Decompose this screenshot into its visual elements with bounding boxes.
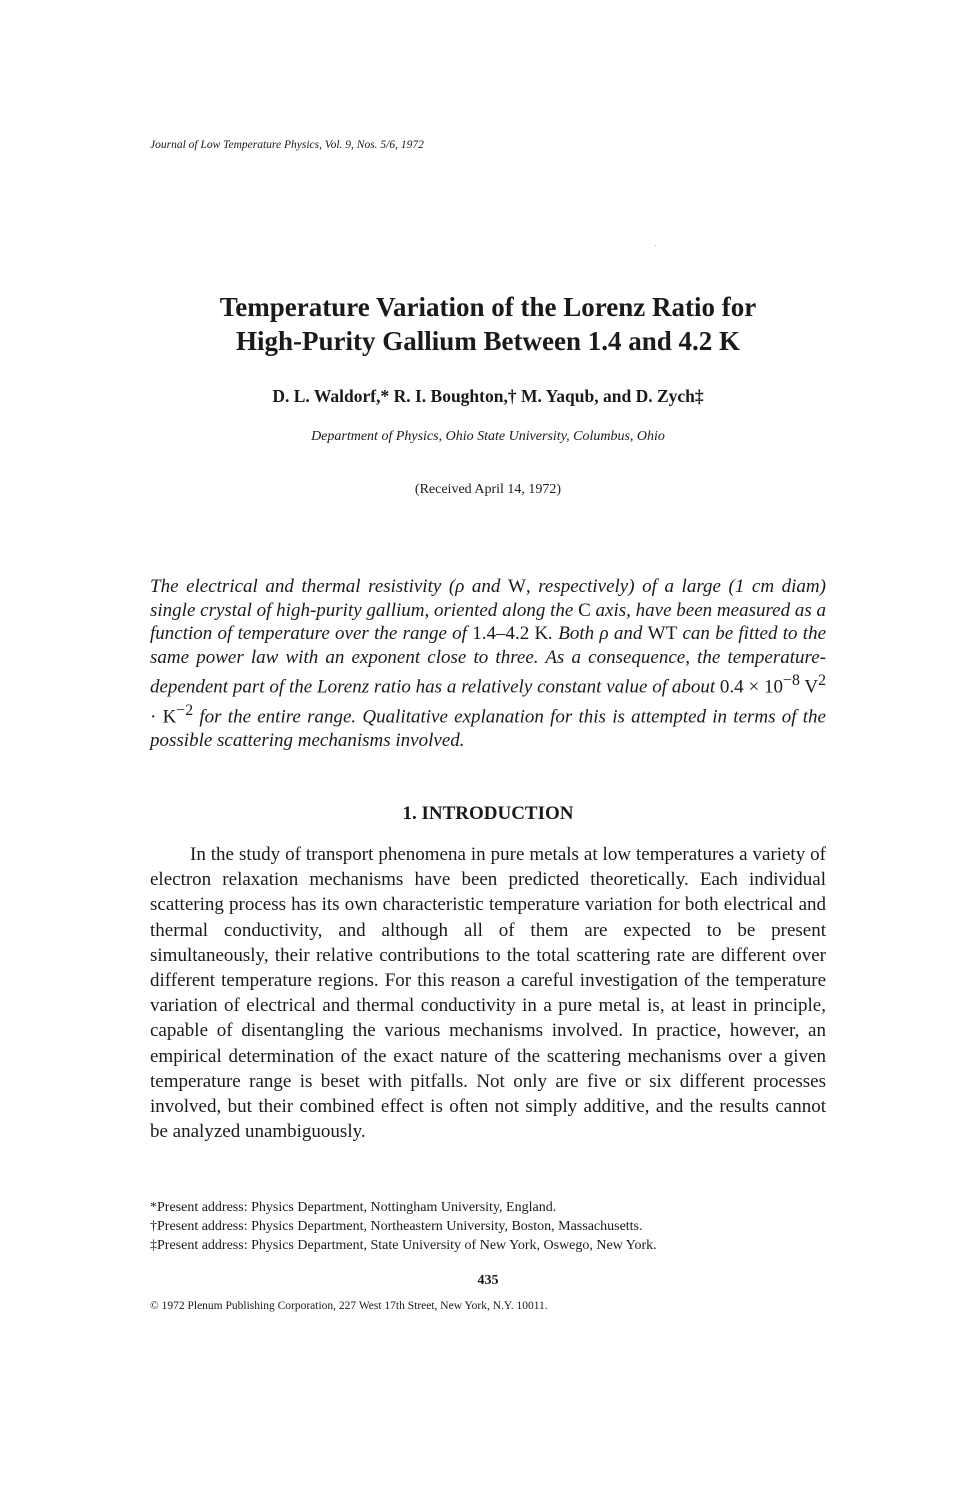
abstract-text: axis, have been measured as a function of temperature over the range of [150,599,827,645]
abstract [150,575,826,753]
abstract-symbol-c: C [578,599,591,621]
footnote: †Present address: Physics Department, Northeastern University, Boston, Massachusetts. [150,1219,643,1234]
abstract-range: 1.4–4.2 K [472,623,549,645]
abstract-symbol-wt: WT [647,623,678,645]
journal-header: Journal of Low Temperature Physics, Vol. 9, Nos. 5/6, 1972 [150,139,424,151]
title-line-2: High-Purity Gallium Between 1.4 and 4.2 K [235,326,740,356]
abstract-symbol-rho: ρ [599,623,609,645]
title-line-1: Temperature Variation of the Lorenz Ratio for [219,292,757,322]
abstract-text: . Both [548,623,600,645]
abstract-text: , respectively) of a large (1 cm diam) single crystal of high-purity gallium, oriented along the [150,576,826,621]
article-title [0,290,976,358]
abstract-exponent: −8 [783,672,800,690]
abstract-paragraph [150,575,826,753]
body-paragraph: In the study of transport phenomena in pure metals at low temperatures a variety of electron relaxation mechanisms have been predicted theoretically. Each individual scattering process has its own characteristic temperature variation for both electrical and thermal conductivity, and although all of them are expected to be present simultaneously, their relative contributions to the total scattering rate are different over different temperature regions. For this reason a careful investigation of the temperature variation of electrical and thermal conductivity in a pure metal is, at least in principle, capable of disentangling the various mechanisms involved. In practice, however, an empirical determination of the exact nature of the scattering mechanisms over a given temperature range is beset with pitfalls. Not only are five or six different processes involved, but their combined effect is often not simply additive, and the results cannot be analyzed unambiguously. [150,844,826,1143]
abstract-text: for the entire range. Qualitative explanation for this is attempted in terms of the possible scattering mechanisms involved. [150,706,826,752]
abstract-symbol-rho: ρ [455,576,465,597]
abstract-text: and [608,623,648,645]
footnote: *Present address: Physics Department, Nottingham University, England. [150,1200,557,1215]
abstract-symbol-w: W [507,576,526,597]
abstract-exponent: 2 [818,672,826,690]
section-heading: 1. INTRODUCTION [402,803,574,824]
abstract-text: and [464,576,508,597]
abstract-unit: V [799,676,819,698]
abstract-text: The electrical and thermal resistivity ( [150,576,456,597]
received-date: (Received April 14, 1972) [414,482,562,497]
scan-speck [655,245,656,246]
copyright-notice: © 1972 Plenum Publishing Corporation, 227 West 17th Street, New York, N.Y. 10011. [150,1300,548,1312]
affiliation: Department of Physics, Ohio State University, Columbus, Ohio [311,429,665,444]
body-text [150,842,826,1144]
abstract-exponent: −2 [176,702,194,720]
abstract-value: 0.4 × 10 [719,676,784,698]
abstract-unit: · K [150,706,177,728]
author-list: D. L. Waldorf,* R. I. Boughton,† M. Yaqub, and D. Zych‡ [272,386,704,406]
footnote: ‡Present address: Physics Department, State University of New York, Oswego, New York. [150,1238,657,1253]
footnotes [150,1198,826,1255]
abstract-text: can be fitted to the same power law with an exponent close to three. As a consequence, the temperature-dependent part of the Lorenz ratio has a relatively constant value of about [150,623,827,698]
page-number: 435 [477,1273,499,1288]
